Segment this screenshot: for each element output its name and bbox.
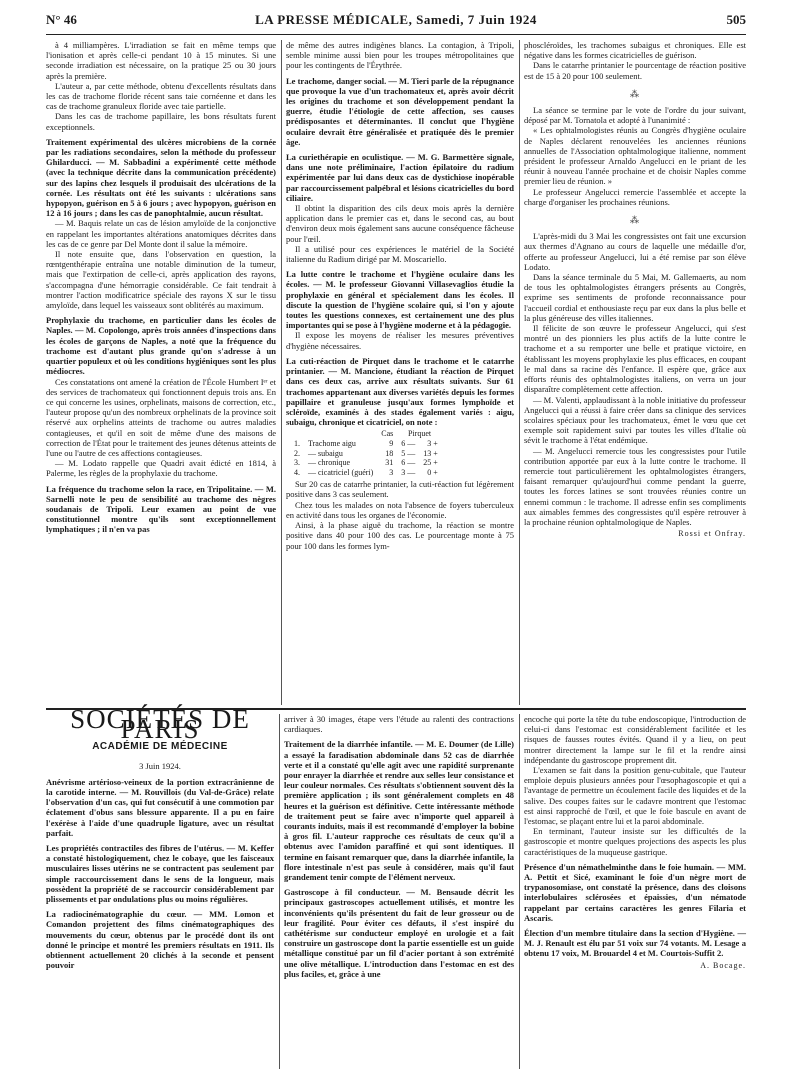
table-row (290, 449, 442, 459)
table-cell-n: 4. (294, 467, 300, 477)
column-divider (281, 40, 282, 705)
paragraph: — M. Baquis relate un cas de lésion amyloïde de la conjonctive en rappelant les importantes altérations anatomiques décrites dans les cas de ce genre par Del Monte dont il salue la mémoire. (46, 218, 276, 249)
table-cell-pos: 0 + (427, 467, 438, 477)
paragraph: Dans les cas de trachome papillaire, les bons résultats furent exceptionnels. (46, 111, 276, 132)
table-row (290, 458, 442, 468)
paragraph: Ces constatations ont amené la création de l'École Humbert Iᵉʳ et des services de trachomateux qui fonctionnent depuis trois ans. En ce qui concerne les usines, orphelinats, maisons de correction, etc., l'auteur propose qu'un des nombreux orphelinats de la province soit réservé aux orphelins atteints de trachome ou autres maladies contagieuses, et qu'il en soit de même d'une des maisons de correction de l'État pour le traitement des jeunes détenus atteints de l'une ou l'autre de ces affections contagieuses. (46, 376, 276, 458)
article-paragraph: Prophylaxie du trachome, en particulier dans les écoles de Naples. — M. Copolongo, après trois années d'inspections dans les écoles de garçons de Naples, a noté que la fréquence du trachome est d'autant plus grande qu'on s'adresse à un quartier populeux et où les conditions hygiéniques sont les plus médiocres. (46, 315, 276, 377)
continued-paragraph: encoche qui porte la tête du tube endoscopique, l'introduction de celui-ci dans l'estomac est considérablement facilitée et les risques de fausses routes évités. Quand il y a lieu, on peut montrer directement la lampe sur le fil et la rendre ainsi indépendante du gastroscope proprement dit. (524, 714, 746, 765)
column-divider (519, 40, 520, 705)
table-cell-label: — cicatriciel (guéri) (308, 467, 374, 477)
table-cell-pos: 3 + (427, 438, 438, 448)
table-cell-n: 2. (294, 448, 300, 458)
table-cell-pos: 13 + (423, 448, 438, 458)
article-paragraph: Élection d'un membre titulaire dans la section d'Hygiène. — M. J. Renault est élu par 51 voix sur 74 votants. M. Lesage a obtenu 17 voix, M. Brouardel 4 et M. Courtois-Suffit 2. (524, 928, 746, 959)
article-paragraph: Les propriétés contractiles des fibres de l'utérus. — M. Keffer a constaté histologiquement, chez le cobaye, que les faisceaux musculaires lisses utérins ne se contractent pas seulement par simple raccourcissement dans le sens de la longueur, mais possèdent la propriété de se raccourcir considérablement par plissements et par ondulations plus ou moins régulières. (46, 843, 274, 905)
article-paragraph: Traitement de la diarrhée infantile. — M. E. Doumer (de Lille) a essayé la faradisation abdominale dans 52 cas de diarrhée verte et il a constaté qu'elle agit avec une rapidité surprenante pour enrayer la diarrhée et rendre aux selles leur consistance et leur couleur normales. Ces résultats s'obtiennent souvent dès la première application ; ils sont généralement complets en 48 heures et la guérison est définitive. Cette intéressante méthode de traitement peut se faire avec n'importe quel appareil à courants induits, mais il est recommandé d'employer la bobine à gros fil. L'auteur rapproche ces résultats de ceux qu'il a obtenus avec l'amidon paraffiné et qui sont identiques. Il termine en faisant remarquer que, dans la diarrhée infantile, la flore intestinale n'est pas seule à considérer, mais qu'il faut grandement tenir compte de l'élément nerveux. (284, 739, 514, 883)
paragraph: La séance se termine par le vote de l'ordre du jour suivant, déposé par M. Tornatola et adopté à l'unanimité : (524, 105, 746, 126)
table-cell-cas: 3 (389, 467, 394, 477)
table-cell-neg: 6 — (401, 458, 416, 468)
page-header (46, 12, 746, 34)
section-separator: ⁂ (630, 215, 640, 226)
paragraph: Il note ensuite que, dans l'observation en question, la rœntgenthérapie entraîna une notable diminution de la tumeur, mais que l'extirpation de celle-ci, après application des rayons, s'accompagna d'une hémorragie considérable. Ce fait tendrait à montrer l'action modificatrice spéciale des rayons X sur le tissu amyloïde, dans lequel les vaisseaux sont oblitérés au maximum. (46, 249, 276, 311)
paragraph: Le professeur Angelucci remercie l'assemblée et accepte la charge d'organiser les prochaines réunions. (524, 186, 746, 207)
paragraph: Ainsi, à la phase aiguë du trachome, la réaction se montre positive dans 40 pour 100 des cas. Le pourcentage monte à 75 pour 100 dans les formes lym- (286, 520, 514, 551)
paragraph: Sur 20 cas de catarrhe printanier, la cuti-réaction fut légèrement positive dans 3 cas seulement. (286, 479, 514, 500)
societes-title: SOCIÉTÉS DE PARIS (70, 704, 250, 745)
article-paragraph: Présence d'un némathelminthe dans le foie humain. — MM. A. Pettit et Sicé, examinant le foie d'un nègre mort de trypanosomiase, ont constaté la présence, dans des cloisons interlobulaires sclérosées et épaissies, d'un nématode rappelant par certains caractères les genres Filaria et Ascaris. (524, 861, 746, 923)
table-cell-neg: 3 — (401, 467, 416, 477)
journal-title: LA PRESSE MÉDICALE, Samedi, 7 Juin 1924 (255, 12, 537, 27)
column-3 (524, 40, 746, 539)
column-divider (279, 714, 280, 1069)
column-2 (286, 40, 514, 551)
table-cell-n: 3. (294, 458, 300, 468)
table-cell-neg: 6 — (401, 438, 416, 448)
pirquet-table (290, 429, 442, 477)
paragraph: Il félicite de son œuvre le professeur Angelucci, qui s'est montré un des pionniers les plus actifs de la lutte contre le trachome et a su remporter une belle et pratique victoire, en établissant les moyens prophylaxie les plus efficaces, en coupant le mal dans sa racine dès l'enfance. Il espère que, grâce aux efforts réunis des ophtalmologistes italiens, on verra un jour disparaître complètement cette affection. (524, 323, 746, 395)
table-row (290, 439, 442, 449)
section-separator: ⁂ (630, 88, 640, 99)
continued-paragraph: de même des autres indigènes blancs. La contagion, à Tripoli, semble minime aussi bien pour les troupes métropolitaines que pour les contingents de l'Érythrée. (286, 40, 514, 71)
paragraph: Il a utilisé pour ces expériences le matériel de la Société italienne du Radium dirigé par M. Moscariello. (286, 243, 514, 265)
article-paragraph: Gastroscope à fil conducteur. — M. Bensaude décrit les principaux gastroscopes actuellement utilisés, et montre les inconvénients qu'ils présentent du fait de leur grosseur ou de leur fragilité. Pour éviter ces défauts, il s'est inspiré du cathétérisme sur conducteur employé en urologie et a fait construire un gastroscope dont la partie essentielle est un guide métallique constitué par un fil d'acier portant à son extrémité une olive métallique. L'introduction dans l'estomac en est des plus faciles, et, grâce à une (284, 887, 514, 979)
paragraph: L'examen se fait dans la position genu-cubitale, que l'auteur emploie depuis plusieurs années pour l'œsophagoscopie et qui a l'avantage de permettre un écoulement facile des liquides et de la salive. Des coupes faites sur le cadavre montrent que l'estomac est ainsi rapproché de l'œil, et que le foie bascule en avant de l'estomac, se plaçant entre lui et la paroi abdominale. (524, 765, 746, 827)
article-paragraph: Le trachome, danger social. — M. Tieri parle de la répugnance que provoque la vue d'un trachomateux et, après avoir décrit les origines du trachome et son développement pendant la guerre, étudie l'étiologie de cette affection, ses causes prédisposantes et déterminantes. Il conclut que l'hygiène oculaire devrait être généralisée et pratiquée dès le premier âge. (286, 75, 514, 147)
article-paragraph: La fréquence du trachome selon la race, en Tripolitaine. — M. Sarnelli note le peu de sensibilité au trachome des nègres soudanais de Tripoli. Leur examen au point de vue constitutionnel montre qu'ils sont exceptionnellement lymphatiques ; il n'en va pas (46, 483, 276, 535)
paragraph: L'après-midi du 3 Mai les congressistes ont fait une excursion aux thermes d'Agnano au cours de laquelle une médaille d'or, offerte au professeur Angelucci, lui a été remise par son élève Lodato. (524, 231, 746, 272)
paragraph: L'auteur a, par cette méthode, obtenu d'excellents résultats dans les cas de trachome floride récent sans taie cornéenne et dans les cas de trachome granuleux floride avec taie partielle. (46, 80, 276, 112)
paragraph: Dans la séance terminale du 5 Mai, M. Gallemaerts, au nom de tous les ophtalmologistes étrangers présents au Congrès, exprime ses sentiments de profonde reconnaissance pour l'accueil cordial et enthousiaste reçu par eux dans la plus belle et la plus généreuse des villes italiennes. (524, 272, 746, 323)
column-1 (46, 40, 276, 535)
column-4 (46, 704, 274, 971)
header-rule (46, 34, 746, 35)
paragraph: Chez tous les malades on nota l'absence de foyers tuberculeux en activité dans tous les organes de l'économie. (286, 499, 514, 520)
article-paragraph: Traitement expérimental des ulcères microbiens de la cornée par les radiations secondaires, selon la méthode du professeur Ghilarducci. — M. Sabbadini a expérimenté cette méthode (avec la technique décrite dans la communication précédente) sur des lapins chez lesquels il produisait des ulcérations de la cornée. Les résultats ont été les suivants : ulcérations sans hypopyon, guérison en 5 à 6 jours ; avec hypopyon, guérison en 12 à 16 jours ; dans les cas de panophtalmie, aucun résultat. (46, 136, 276, 219)
article-paragraph: Anévrisme artérioso-veineux de la portion extracrânienne de la carotide interne. — M. Rouvillois (du Val-de-Grâce) relate l'observation d'un cas, qui fut consécutif à une commotion par éclatement d'obus sans blessure apparente. Il a pu en faire l'exérèse à l'aide d'une quadruple ligature, avec un résultat parfait. (46, 776, 274, 838)
column-divider (519, 714, 520, 1069)
table-cell-pos: 25 + (423, 458, 438, 468)
issue-number: N° 46 (46, 12, 77, 27)
paragraph: Dans le catarrhe printanier le pourcentage de réaction positive est de 15 à 20 pour 100 seulement. (524, 60, 746, 81)
paragraph: — M. Valenti, applaudissant à la noble initiative du professeur Angelucci qui a réussi à faire créer dans sa clinique des services scolaires spéciaux pour les trachomateux, émet le vœu que cet exemple soit rapidement suivi par toutes les villes d'Italie où sévit le trachome à l'état endémique. (524, 394, 746, 446)
table-cell-label: Trachome aigu (308, 438, 356, 448)
column-6 (524, 714, 746, 971)
article-paragraph: La lutte contre le trachome et l'hygiène oculaire dans les écoles. — M. le professeur Giovanni Villasevaglios étudie la prophylaxie en général et spécialement dans les écoles. Il discute la question de l'hygiène scolaire qui, si l'on y ajoute toutes les questions connexes, est certainement une des plus importantes qui se pose à l'hygiène moderne et à la pédagogie. (286, 269, 514, 331)
table-header-cas: Cas (381, 429, 394, 439)
table-cell-cas: 31 (385, 458, 394, 468)
signature: A. Bocage. (700, 960, 746, 970)
column-5 (284, 714, 514, 979)
table-cell-cas: 18 (385, 448, 394, 458)
paragraph: Il obtint la disparition des cils deux mois après la dernière application dans le premier cas et, dans le second cas, au bout d'environ deux mois également sans aucune conséquence fâcheuse pour l'œil. (286, 203, 514, 244)
table-row (290, 468, 442, 478)
page-number: 505 (726, 12, 746, 27)
table-cell-label: — chronique (308, 458, 350, 468)
continued-paragraph: arriver à 30 images, étape vers l'étude au ralenti des contractions cardiaques. (284, 714, 514, 735)
paragraph: — M. Angelucci remercie tous les congressistes pour l'utile contribution apportée par eux à la lutte contre le trachome. Il remercie tout particulièrement les ophtalmologistes étrangers, faisant remarquer qu'aujourd'hui comme pendant la guerre, toutes les forces latines se sont trouvées réunies contre un ennemi commun : le trachome. Il adresse enfin ses compliments aux aimables femmes des congressistes qu'il espère retrouver à la prochaine réunion ophtalmologique de Naples. (524, 445, 746, 527)
paragraph: à 4 milliampères. L'irradiation se fait en même temps que l'ionisation et après celle-ci pendant 10 à 15 minutes. Si une seconde irradiation est nécessaire, on la pratique 25 ou 30 jours après la première. (46, 40, 276, 81)
article-paragraph: La curiethérapie en oculistique. — M. G. Barmettère signale, dans une note préliminaire, l'action épilatoire du radium expérimentée par lui dans deux cas de dystichiose inopérable par raccourcissement palpébral et lésions cicatricielles du bord ciliaire. (286, 152, 514, 203)
table-cell-cas: 9 (389, 438, 394, 448)
continued-paragraph: phoscléroïdes, les trachomes subaigus et chroniques. Elle est négative dans les formes cicatricielles de guérison. (524, 40, 746, 61)
table-header-pirquet: Pirquet (408, 429, 432, 439)
paragraph: En terminant, l'auteur insiste sur les difficultés de la gastroscopie et montre quelques projections des aspects les plus caractéristiques de la muqueuse gastrique. (524, 826, 746, 857)
paragraph: — M. Lodato rappelle que Quadri avait édicté en 1814, à Palerme, les règles de la prophylaxie du trachome. (46, 458, 276, 479)
session-date: 3 Juin 1924. (139, 760, 181, 771)
paragraph: Il expose les moyens de réaliser les mesures préventives d'hygiène nécessaires. (286, 330, 514, 351)
paragraph: « Les ophtalmologistes réunis au Congrès d'hygiène oculaire de Naples déclarent renouvelées les anciennes réunions annuelles de l'Association ophtalmologique italienne, nomment président le professeur Arnaldo Angelucci en le priant de les réunir à nouveau l'année prochaine et de choisir Naples comme premier lieu de réunion. » (524, 125, 746, 187)
article-paragraph: La radiocinématographie du cœur. — MM. Lomon et Comandon projettent des films cinématographiques des mouvements du cœur, obtenus par le procédé dont ils ont donné le principe et montré les premiers résultats en 1911. Ils obtiennent actuellement 20 clichés à la seconde et pensent pouvoir (46, 909, 274, 971)
article-paragraph: La cuti-réaction de Pirquet dans le trachome et le catarrhe printanier. — M. Mancione, étudiant la réaction de Pirquet dans ces deux cas, arrive aux résultats suivants. Sur 61 trachomes appartenant aux diverses variétés depuis les formes papillaire et granuleuse jusqu'aux formes lymphoïde et scléroïde, examinés à des stades également variés : aigu, subaigu, chronique et cicatriciel, on note : (286, 355, 514, 428)
academie-heading: ACADÉMIE DE MÉDECINE (92, 741, 228, 753)
table-cell-label: — subaigu (308, 448, 343, 458)
table-cell-neg: 5 — (401, 448, 416, 458)
table-cell-n: 1. (294, 438, 300, 448)
signature: Rossi et Onfray. (678, 529, 746, 539)
